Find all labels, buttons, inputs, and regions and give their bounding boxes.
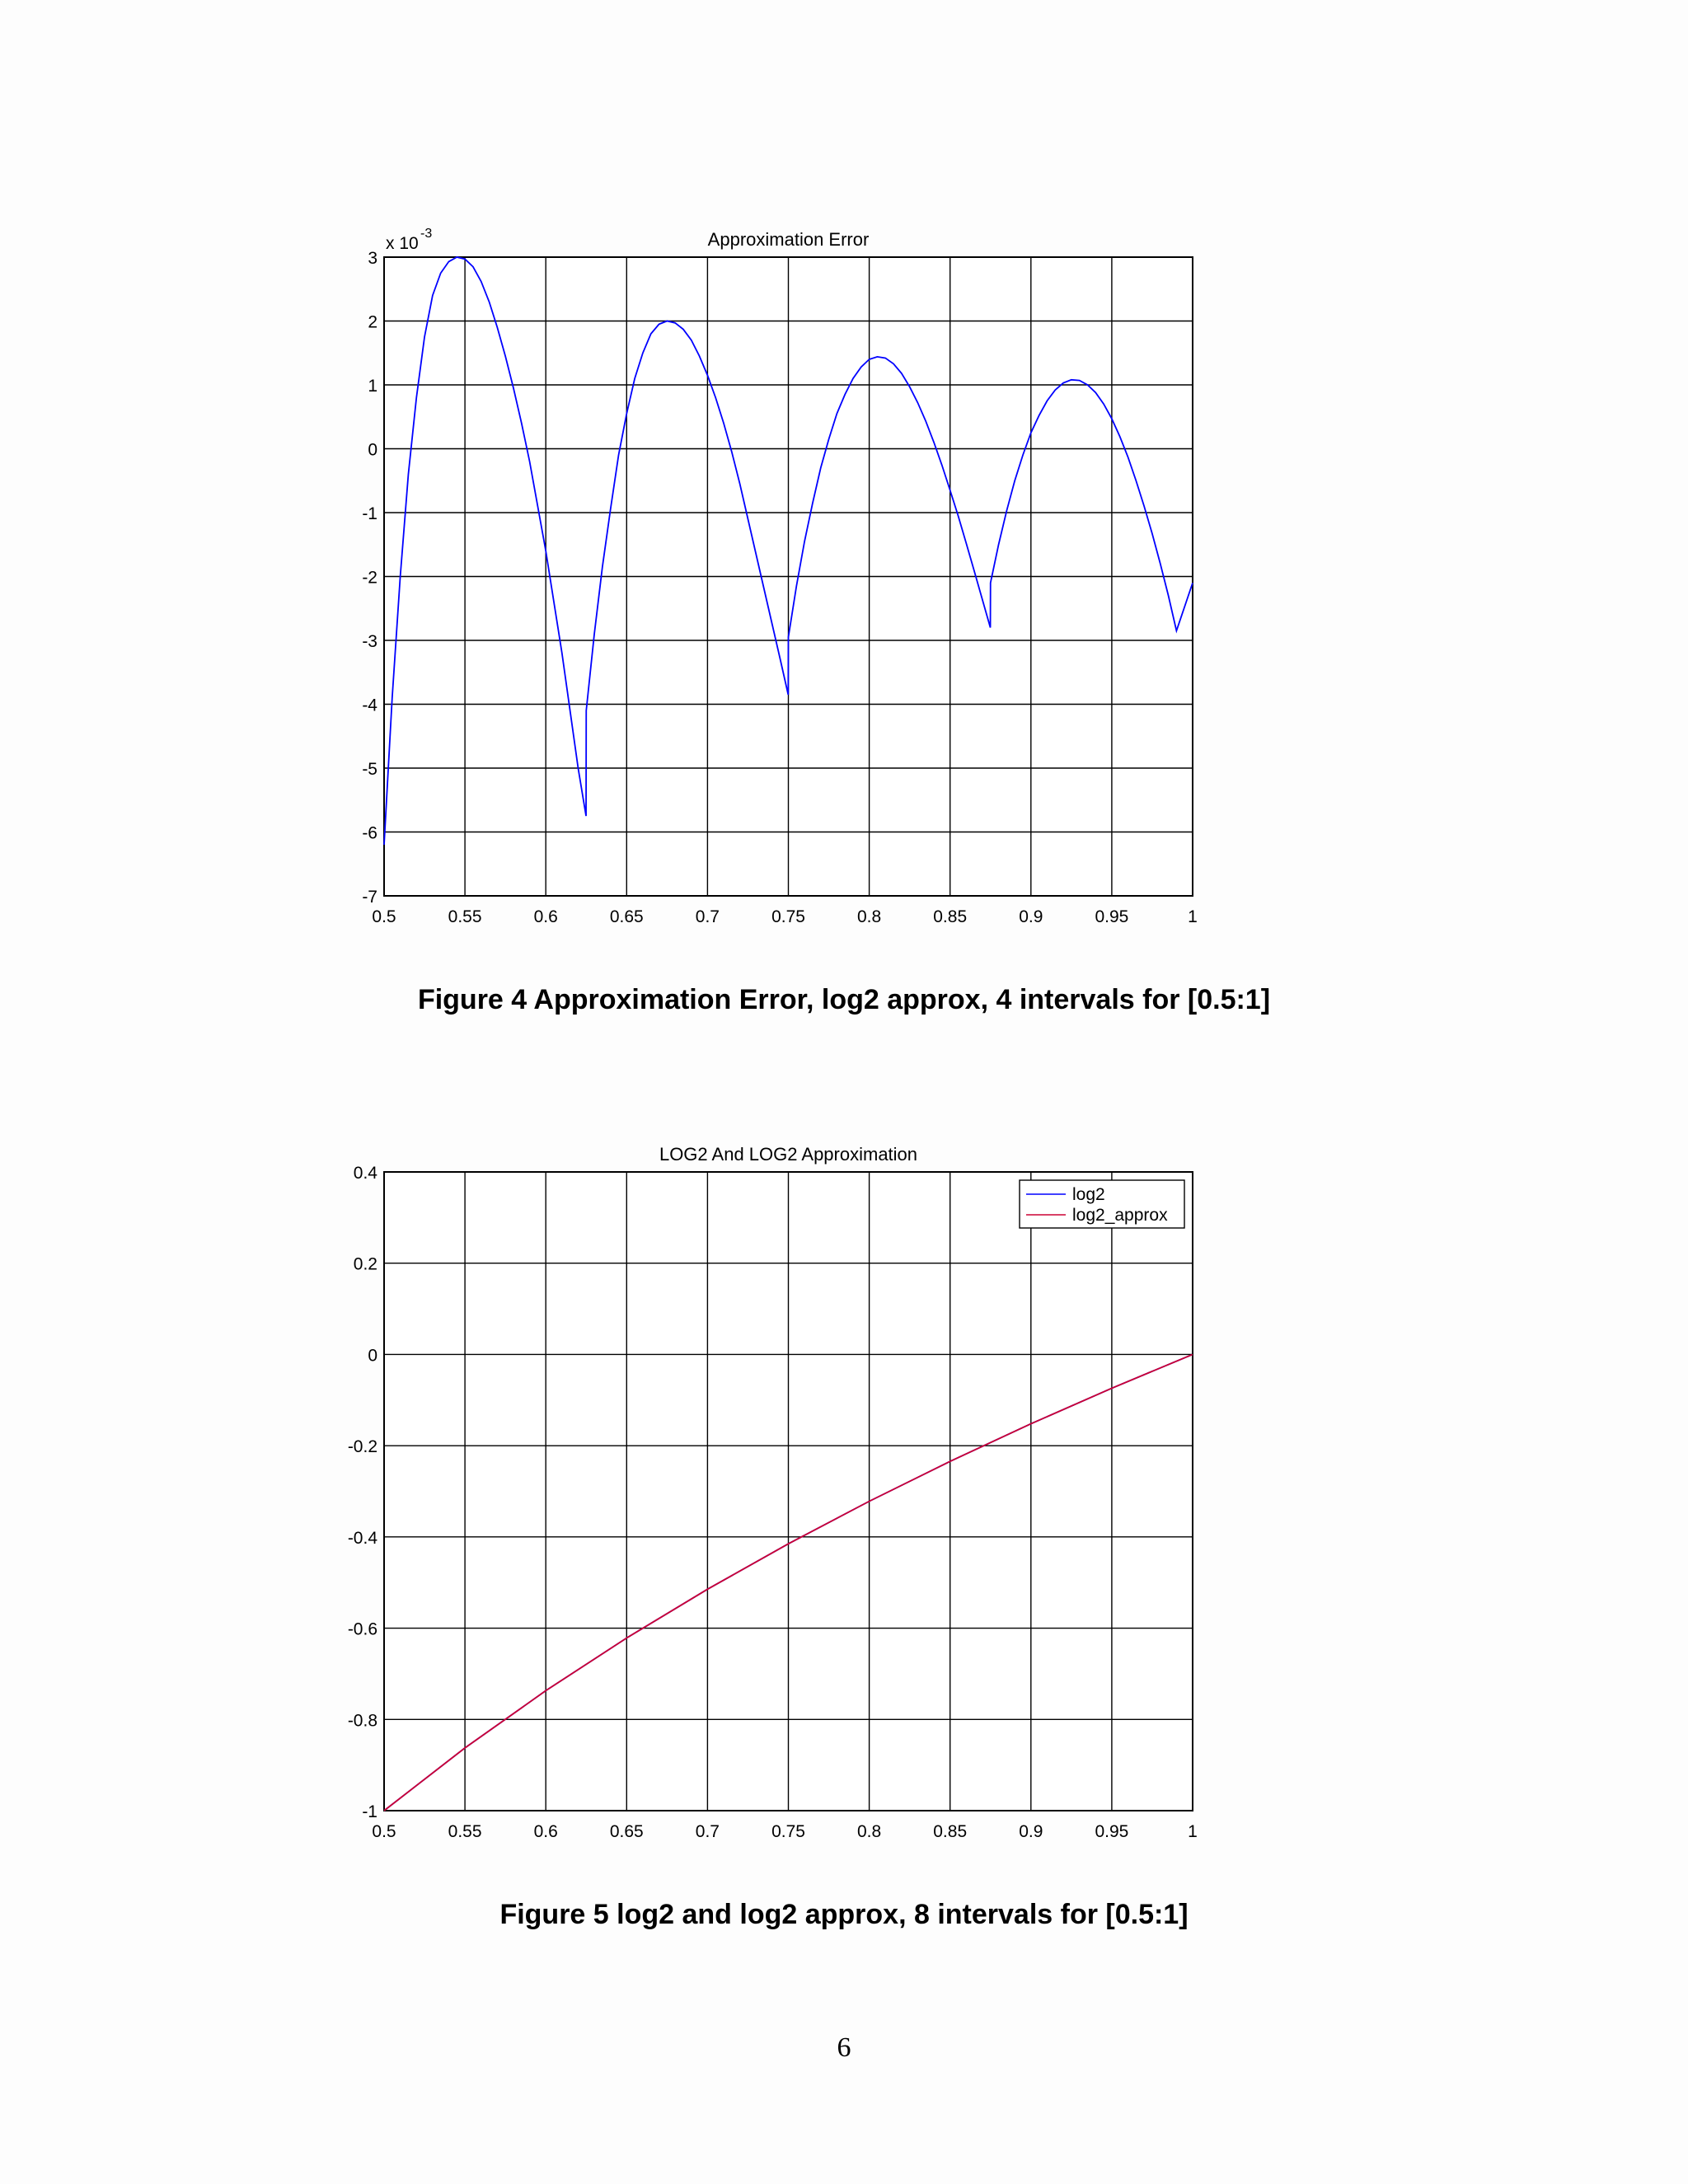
y-tick-label: -6 — [362, 823, 377, 843]
legend — [1020, 1180, 1184, 1228]
x-tick-label: 0.5 — [372, 907, 396, 926]
y-tick-label: -0.6 — [347, 1619, 377, 1639]
x-tick-label: 0.6 — [533, 907, 558, 926]
x-tick-label: 0.95 — [1095, 907, 1129, 926]
x-tick-label: 1 — [1188, 907, 1198, 926]
y-scale-exponent: -3 — [420, 227, 433, 241]
y-tick-label: 2 — [368, 312, 377, 332]
chart-title: LOG2 And LOG2 Approximation — [659, 1144, 918, 1165]
y-tick-label: -5 — [362, 760, 377, 779]
y-tick-label: 1 — [368, 377, 377, 396]
x-tick-label: 0.95 — [1095, 1822, 1129, 1841]
x-tick-label: 0.65 — [609, 1822, 644, 1841]
x-tick-label: 0.85 — [933, 1822, 968, 1841]
x-tick-label: 0.8 — [856, 1822, 882, 1841]
x-tick-label: 0.7 — [695, 907, 720, 926]
x-tick-label: 1 — [1188, 1822, 1198, 1841]
legend-label-log2-approx: log2_approx — [1072, 1206, 1168, 1225]
x-tick-label: 0.6 — [533, 1822, 558, 1841]
x-tick-label: 0.7 — [695, 1822, 720, 1841]
legend-label-log2: log2 — [1072, 1185, 1105, 1204]
figure-4-caption: Figure 4 Approximation Error, log2 approx, 4 intervals for [0.5:1] — [417, 984, 1271, 1015]
y-tick-label: 0 — [368, 1346, 377, 1366]
figure-5-caption: Figure 5 log2 and log2 approx, 8 intervals for [0.5:1] — [499, 1899, 1189, 1930]
x-tick-label: 0.75 — [771, 1822, 805, 1841]
x-tick-label: 0.65 — [609, 907, 644, 926]
x-tick-label: 0.9 — [1019, 1822, 1043, 1841]
y-tick-label: -0.4 — [347, 1528, 377, 1548]
chart-title: Approximation Error — [707, 229, 870, 250]
y-tick-label: -2 — [362, 568, 377, 588]
y-tick-label: -4 — [362, 696, 377, 715]
y-tick-label: 0.4 — [353, 1164, 377, 1183]
page-number: 6 — [837, 2032, 851, 2063]
y-tick-label: -0.2 — [347, 1437, 377, 1457]
x-tick-label: 0.5 — [372, 1822, 396, 1841]
y-tick-label: -3 — [362, 632, 377, 651]
x-tick-label: 0.55 — [448, 907, 482, 926]
x-tick-label: 0.55 — [448, 1822, 482, 1841]
y-tick-label: -1 — [362, 1802, 377, 1821]
x-tick-label: 0.75 — [771, 907, 805, 926]
y-tick-label: 0 — [368, 440, 377, 460]
x-tick-label: 0.9 — [1019, 907, 1043, 926]
x-tick-label: 0.8 — [856, 907, 882, 926]
approximation-error-chart — [0, 0, 1688, 940]
y-scale-label: x 10 — [386, 234, 419, 253]
y-tick-label: 3 — [368, 249, 377, 268]
x-tick-label: 0.85 — [933, 907, 968, 926]
y-tick-label: -0.8 — [347, 1711, 377, 1731]
y-tick-label: 0.2 — [353, 1254, 377, 1274]
y-tick-label: -7 — [362, 888, 377, 907]
y-tick-label: -1 — [362, 504, 377, 523]
